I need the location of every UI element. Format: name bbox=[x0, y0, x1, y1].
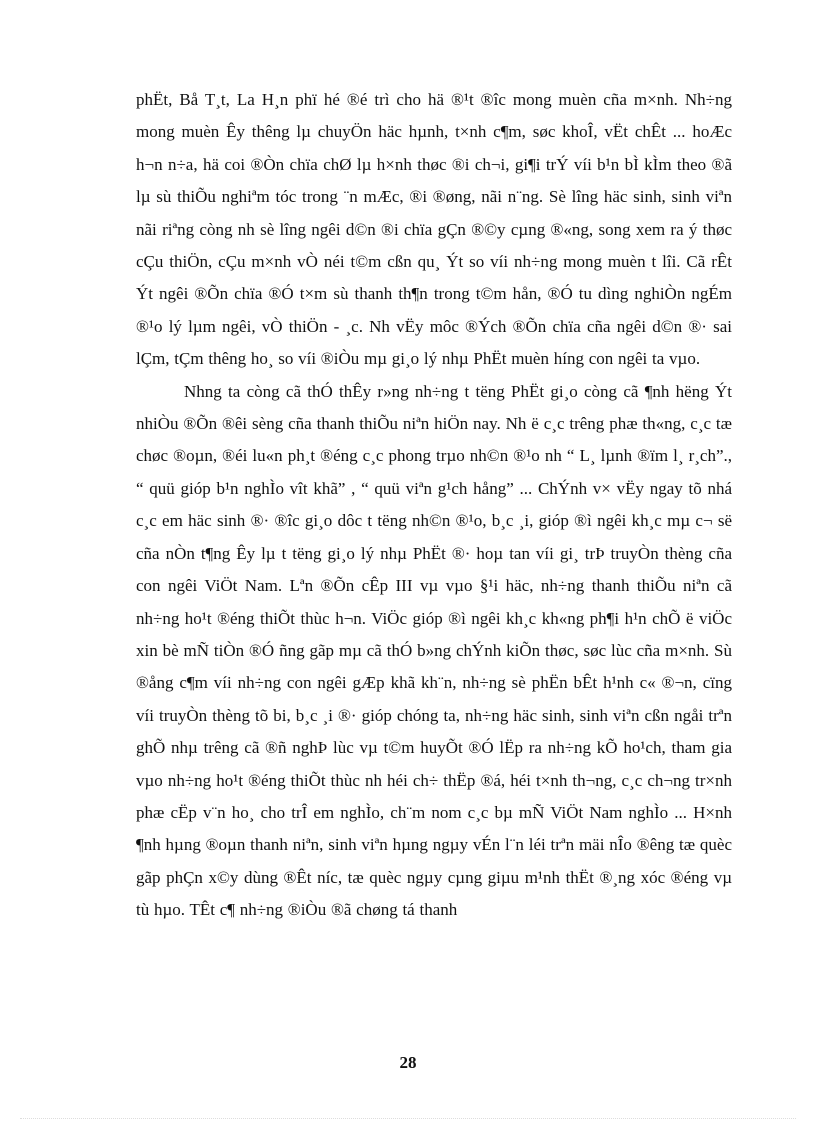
page-body bbox=[136, 84, 732, 927]
page-number: 28 bbox=[399, 1053, 417, 1072]
paragraph-1: phËt, Bå T¸t, La H¸n phï hé ®é trì cho hä ®¹t ®îc mong muèn cña m×nh. Nh÷ng mong muèn Êy thêng lµ chuyÖn häc hµnh, t×nh c¶m, søc khoÎ, vËt chÊt ... hoÆc h¬n n÷a, hä coi ®Òn chïa chØ lµ h×nh thøc ®i ch¬i, gi¶i trÝ víi b¹n bÌ kÌm theo ®ã lµ sù thiÕu nghiªm tóc trong ¨n mÆc, ®i ®øng, nãi n¨ng. Sè lîng häc sinh, sinh viªn nãi riªng còng nh sè lîng ngêi d©n ®i chïa gÇn ®©y cµng ®«ng, song xem ra ý thøc cÇu thiÖn, cÇu m×nh vÒ néi t©m cßn qu¸ Ýt so víi nh÷ng mong muèn t lîi. Cã rÊt Ýt ngêi ®Õn chïa ®Ó t×m sù thanh th¶n trong t©m hån, ®Ó tu dìng nghiÒn ngÉm ®¹o lý lµm ngêi, vÒ thiÖn - ¸c. Nh vËy môc ®Ých ®Õn chïa cña ngêi d©n ®· sai lÇm, tÇm thêng ho¸ so víi ®iÒu mµ gi¸o lý nhµ PhËt muèn híng con ngêi ta vµo. bbox=[136, 90, 732, 369]
page-bottom-border bbox=[20, 1118, 796, 1119]
paragraph-2: Nhng ta còng cã thÓ thÊy r»ng nh÷ng t tëng PhËt gi¸o còng cã ¶nh hëng Ýt nhiÒu ®Õn ®êi sèng cña thanh thiÕu niªn hiÖn nay. Nh ë c¸c trêng phæ th«ng, c¸c tæ chøc ®oµn, ®éi lu«n ph¸t ®éng c¸c phong trµo nh©n ®¹o nh “ L¸ lµnh ®ïm l¸ r¸ch”., “ quü gióp b¹n nghÌo vît khã” , “ quü viªn g¹ch hång” ... ChÝnh v× vËy ngay tõ nhá c¸c em häc sinh ®· ®îc gi¸o dôc t tëng nh©n ®¹o, b¸c ¸i, gióp ®ì ngêi kh¸c mµ c¬ së cña nÒn t¶ng Êy lµ t tëng gi¸o lý nhµ PhËt ®· hoµ tan víi gi¸ trÞ truyÒn thèng cña con ngêi ViÖt Nam. Lªn ®Õn cÊp III vµ vµo §¹i häc, nh÷ng thanh thiÕu niªn cã nh÷ng ho¹t ®éng thiÕt thùc h¬n. ViÖc gióp ®ì ngêi kh¸c kh«ng ph¶i h¹n chÕ ë viÖc xin bè mÑ tiÒn ®Ó ñng gãp mµ cã thÓ b»ng chÝnh kiÕn thøc, søc lùc cña m×nh. Sù ®ång c¶m víi nh÷ng con ngêi gÆp khã kh¨n, nh÷ng sè phËn bÊt h¹nh c« ®¬n, cïng víi truyÒn thèng tõ bi, b¸c ¸i ®· gióp chóng ta, nh÷ng häc sinh, sinh viªn cßn ngåi trªn ghÕ nhµ trêng cã ®ñ nghÞ lùc vµ t©m huyÕt ®Ó lËp ra nh÷ng kÕ ho¹ch, tham gia vµo nh÷ng ho¹t ®éng thiÕt thùc nh héi ch÷ thËp ®á, héi t×nh th¬ng, c¸c ch¬ng tr×nh phæ cËp v¨n ho¸ cho trÎ em nghÌo, ch¨m nom c¸c bµ mÑ ViÖt Nam nghÌo ... H×nh ¶nh hµng ®oµn thanh niªn, sinh viªn hµng ngµy vÉn l¨n léi trªn mäi nÎo ®êng tæ quèc gãp phÇn x©y dùng ®Êt níc, tæ quèc ngµy cµng giµu m¹nh thËt ®¸ng xóc ®éng vµ tù hµo. TÊt c¶ nh÷ng ®iÒu ®ã chøng tá thanh bbox=[136, 381, 732, 920]
